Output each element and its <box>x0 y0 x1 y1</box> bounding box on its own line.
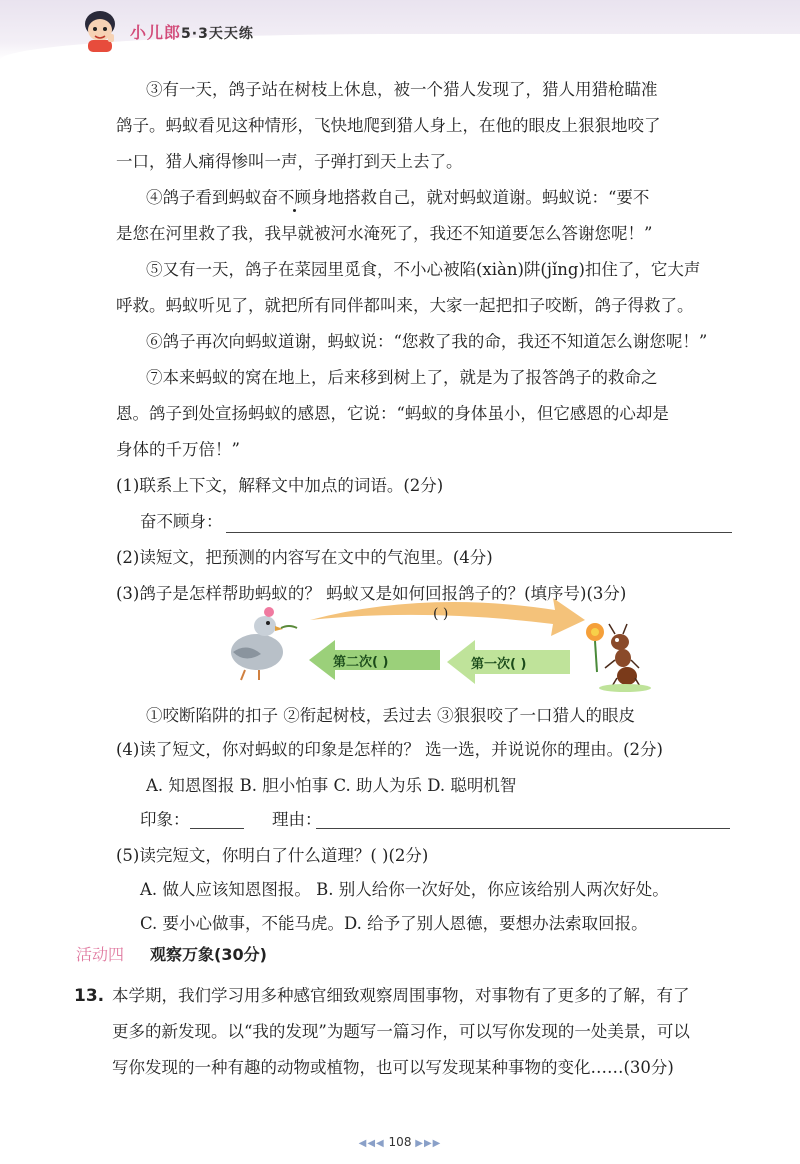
right-arrows-icon: ▶▶▶ <box>415 1138 442 1149</box>
impression-label: 印象： <box>140 810 190 829</box>
question-5-option-ab: A. 做人应该知恩图报。 B. 别人给你一次好处，你应该给别人两次好处。 <box>140 880 669 899</box>
reason-label: 理由： <box>272 810 322 829</box>
reason-answer-line[interactable] <box>316 828 730 829</box>
mascot-icon <box>78 6 122 54</box>
question-4-options: A. 知恩图报 B. 胆小怕事 C. 助人为乐 D. 聪明机智 <box>146 776 517 795</box>
question-3-options: ①咬断陷阱的扣子 ②衔起树枝，丢过去 ③狠狠咬了一口猎人的眼皮 <box>146 706 635 725</box>
question-13-line1: 本学期，我们学习用多种感官细致观察周围事物，对事物有了更多的了解，有了 <box>112 986 690 1005</box>
question-1: (1)联系上下文，解释文中加点的词语。(2分) <box>116 476 444 495</box>
question-5: (5)读完短文，你明白了什么道理？( )(2分) <box>116 846 429 865</box>
ant-icon <box>586 623 651 692</box>
q3-diagram <box>225 592 655 692</box>
activity-label: 活动四 <box>76 945 125 964</box>
story-p7-line3: 身体的千万倍！” <box>116 440 240 459</box>
story-p3-line3: 一口，猎人痛得惨叫一声，子弹打到天上去了。 <box>116 152 463 171</box>
story-p7-line2: 恩。鸽子到处宣扬蚂蚁的感恩，它说：“蚂蚁的身体虽小，但它感恩的心却是 <box>116 404 669 423</box>
left-arrows-icon: ◀◀◀ <box>358 1138 385 1149</box>
story-p4-pre: ④鸽子看到蚂蚁 <box>146 188 262 207</box>
question-13-line2: 更多的新发现。以“我的发现”为题写一篇习作，可以写你发现的一处美景，可以 <box>112 1022 690 1041</box>
story-p4-post: 地搭救自己，就对蚂蚁道谢。蚂蚁说：“要不 <box>327 188 650 207</box>
question-3: (3)鸽子是怎样帮助蚂蚁的？ 蚂蚁又是如何回报鸽子的？(填序号)(3分) <box>116 584 627 603</box>
brand-name: 小儿郎 <box>130 23 182 42</box>
story-p3-line1: ③有一天，鸽子站在树枝上休息，被一个猎人发现了，猎人用猎枪瞄准 <box>146 80 658 99</box>
story-p5-line1: ⑤又有一天，鸽子在菜园里觅食，不小心被陷(xiàn)阱(jǐng)扣住了，它大声 <box>146 260 701 279</box>
story-p4-line1 <box>146 188 649 208</box>
question-5-option-cd: C. 要小心做事，不能马虎。D. 给予了别人恩德，要想办法索取回报。 <box>140 914 648 933</box>
question-4: (4)读了短文，你对蚂蚁的印象是怎样的？ 选一选，并说说你的理由。(2分) <box>116 740 663 759</box>
question-13-number: 13. <box>74 986 105 1006</box>
story-p3-line2: 鸽子。蚂蚁看见这种情形，飞快地爬到猎人身上，在他的眼皮上狠狠地咬了 <box>116 116 661 135</box>
second-arrow-label: 第二次( ) <box>333 655 389 670</box>
question-13-line3: 写你发现的一种有趣的动物或植物，也可以写发现某种事物的变化……(30分) <box>112 1058 674 1077</box>
page-number: 108 <box>388 1135 412 1149</box>
story-p6: ⑥鸽子再次向蚂蚁道谢，蚂蚁说：“您救了我的命，我还不知道怎么谢您呢！” <box>146 332 708 351</box>
answer-line-q1[interactable] <box>226 532 732 533</box>
question-1-term: 奋不顾身： <box>140 512 223 531</box>
brand-series: 5·3天天练 <box>181 26 254 42</box>
question-2: (2)读短文，把预测的内容写在文中的气泡里。(4分) <box>116 548 493 567</box>
activity-title: 观察万象(30分) <box>150 945 267 964</box>
story-p4-line2: 是您在河里救了我，我早就被河水淹死了，我还不知道要怎么答谢您呢！” <box>116 224 653 243</box>
impression-answer-line[interactable] <box>190 828 244 829</box>
story-p5-line2: 呼救。蚂蚁听见了，就把所有同伴都叫来，大家一起把扣子咬断，鸽子得救了。 <box>116 296 694 315</box>
brand-title <box>130 20 254 43</box>
page-footer <box>0 1135 800 1149</box>
story-p7-line1: ⑦本来蚂蚁的窝在地上，后来移到树上了，就是为了报答鸽子的救命之 <box>146 368 658 387</box>
first-arrow-label: 第一次( ) <box>471 657 527 672</box>
pigeon-icon <box>231 607 297 680</box>
top-arrow-label: ( ) <box>433 606 449 622</box>
dotted-term: 奋不顾身 <box>261 188 328 207</box>
